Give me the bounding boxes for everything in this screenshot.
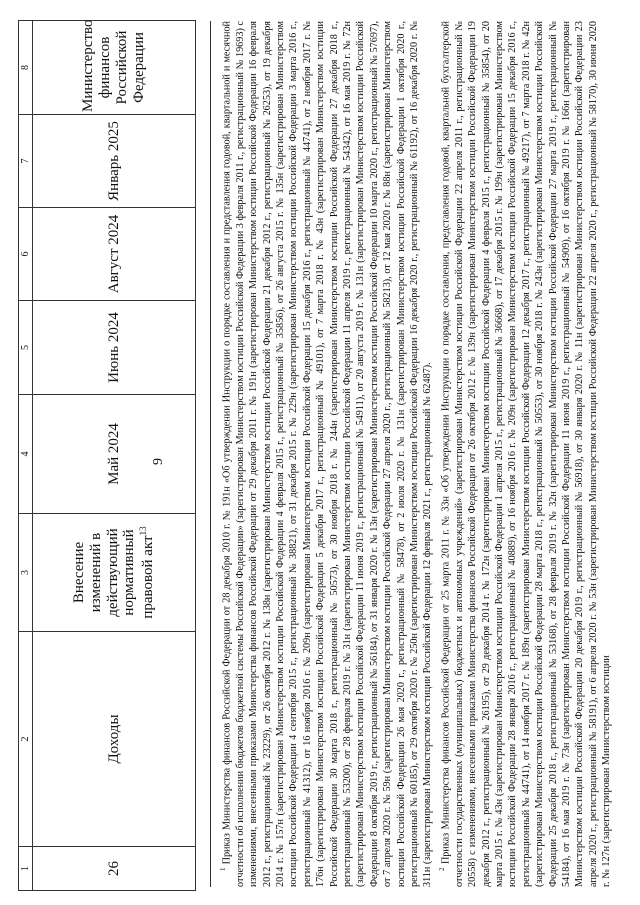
- row-name: Доходы: [33, 632, 196, 847]
- column-number: 7: [19, 115, 33, 208]
- column-number: 5: [19, 301, 33, 395]
- row-date-3: Август 2024: [33, 208, 196, 301]
- plan-table: [18, 20, 196, 891]
- page-number: 9: [151, 458, 166, 465]
- footnote-ref: 13: [138, 526, 149, 536]
- column-number: 1: [19, 847, 33, 891]
- column-number: 4: [19, 395, 33, 514]
- row-action: [33, 514, 196, 632]
- row-number: 26: [33, 847, 196, 891]
- footnote-2: [436, 21, 614, 887]
- footnote-text: Приказ Министерства финансов Российской Федерации от 28 декабря 2010 г. № 191н «Об утверждении Инструкции о порядке составления и представления годовой, квартальной и месячной отчетности об исполнении бюджетов бюджетной системы Российской Федерации» (зарегистрирован Министерством юстиции Российской Федерации 3 февраля 2011 г., регистрационный № 19693) с изменениями, внесенными приказами Министерства финансов Российской Федерации от 29 декабря 2011 г. № 191н (зарегистрирован Министерством юстиции Российской Федерации 16 февраля 2012 г., регистрационный № 23229), от 26 октября 2012 г. № 138н (зарегистрирован Министерством юстиции Российской Федерации 21 декабря 2012 г., регистрационный № 26253), от 19 декабря 2014 г. № 157н (зарегистрирован Министерством юстиции Российской Федерации 4 февраля 2015 г., регистрационный № 35856), от 26 августа 2015 г. № 135н (зарегистрирован Министерством юстиции Российской Федерации 4 сентября 2015 г., регистрационный № 38821), от 31 декабря 2015 г. № 229н (зарегистрирован Министерством юстиции Российской Федерации 3 марта 2016 г., регистрационный № 41312), от 16 ноября 2016 г. № 209н (зарегистрирован Министерством юстиции Российской Федерации 15 декабря 2016 г., регистрационный № 44741), от 2 ноября 2017 г. № 176н (зарегистрирован Министерством юстиции Российской Федерации 5 декабря 2017 г., регистрационный № 49101), от 7 марта 2018 г. № 43н (зарегистрирован Министерством юстиции Российской Федерации 30 марта 2018 г., регистрационный № 50573), от 30 ноября 2018 г. № 244н (зарегистрирован Министерством юстиции Российской Федерации 27 декабря 2018 г., регистрационный № 53200), от 28 февраля 2019 г. № 31н (зарегистрирован Министерством юстиции Российской Федерации 11 апреля 2019 г., регистрационный № 54342), от 16 мая 2019 г. № 72н (зарегистрирован Министерством юстиции Российской Федерации 11 июня 2019 г., регистрационный № 54911), от 20 августа 2019 г. № 131н (зарегистрирован Министерством юстиции Российской Федерации 8 октября 2019 г., регистрационный № 56184), от 31 января 2020 г. № 13н (зарегистрирован Министерством юстиции Российской Федерации 10 марта 2020 г., регистрационный № 57697), от 7 апреля 2020 г. № 59н (зарегистрирован Министерством юстиции Российской Федерации 27 апреля 2020 г., регистрационный № 58213), от 12 мая 2020 г. № 88н (зарегистрирован Министерством юстиции Российской Федерации 26 мая 2020 г., регистрационный № 58478), от 2 июля 2020 г. № 131н (зарегистрирован Министерством юстиции Российской Федерации 1 октября 2020 г., регистрационный № 60185), от 29 октября 2020 г. № 250н (зарегистрирован Министерством юстиции Российской Федерации 16 декабря 2020 г., регистрационный № 61192), от 16 декабря 2020 г. № 311н (зарегистрирован Министерством юстиции Российской Федерации 12 февраля 2021 г., регистрационный № 62487).: [221, 20, 434, 887]
- row-responsible: Министерство финансов Российской Федерации: [33, 21, 196, 115]
- footnotes: [210, 21, 614, 887]
- footnote-text: Приказ Министерства финансов Российской Федерации от 25 марта 2011 г. № 33н «Об утверждении Инструкции о порядке составления, представления годовой, квартальной бухгалтерской отчетности государственных (муниципальных) бюджетных и автономных учреждений» (зарегистрирован Министерством юстиции Российской Федерации 22 апреля 2011 г., регистрационный № 20558) с изменениями, внесенными приказами Министерства финансов Российской Федерации от 26 октября 2012 г. № 139н (зарегистрирован Министерством юстиции Российской Федерации 19 декабря 2012 г., регистрационный № 26195), от 29 декабря 2014 г. № 172н (зарегистрирован Министерством юстиции Российской Федерации 4 февраля 2015 г., регистрационный № 35854), от 20 марта 2015 г. № 43н (зарегистрирован Министерством юстиции Российской Федерации 1 апреля 2015 г., регистрационный № 36668), от 17 декабря 2015 г. № 199н (зарегистрирован Министерством юстиции Российской Федерации 28 января 2016 г., регистрационный № 40889), от 16 ноября 2016 г. № 209н (зарегистрирован Министерством юстиции Российской Федерации 15 декабря 2016 г., регистрационный № 44741), от 14 ноября 2017 г. № 189н (зарегистрирован Министерством юстиции Российской Федерации 12 декабря 2017 г., регистрационный № 49217), от 7 марта 2018 г. № 42н (зарегистрирован Министерством юстиции Российской Федерации 28 марта 2018 г., регистрационный № 50553), от 30 ноября 2018 г. № 243н (зарегистрирован Министерством юстиции Российской Федерации 25 декабря 2018 г., регистрационный № 53168), от 28 февраля 2019 г. № 32н (зарегистрирован Министерством юстиции Российской Федерации 27 марта 2019 г., регистрационный № 54184), от 16 мая 2019 г. № 73н (зарегистрирован Министерством юстиции Российской Федерации 11 июня 2019 г., регистрационный № 54909), от 16 октября 2019 г. № 166н (зарегистрирован Министерством юстиции Российской Федерации 20 декабря 2019 г., регистрационный № 56918), от 30 января 2020 г. № 11н (зарегистрирован Министерством юстиции Российской Федерации 23 апреля 2020 г., регистрационный № 58191), от 6 апреля 2020 г. № 53н (зарегистрирован Министерством юстиции Российской Федерации 22 апреля 2020 г., регистрационный № 58170), 30 июня 2020 г. № 127н (зарегистрирован Министерством юстиции: [440, 21, 613, 887]
- action-text: Внесение изменений в действующий нормативный правовой акт: [71, 528, 157, 619]
- row-date-4: Январь 2025: [33, 115, 196, 208]
- footnote-mark: 2: [437, 867, 446, 871]
- column-number: 6: [19, 208, 33, 301]
- footnote-1: [210, 21, 435, 887]
- column-number: 2: [19, 632, 33, 847]
- table-row: [33, 21, 196, 891]
- column-number-row: [19, 21, 33, 891]
- column-number: 8: [19, 21, 33, 115]
- row-date-1: Май 2024: [33, 395, 196, 514]
- column-number: 3: [19, 514, 33, 632]
- footnote-mark: 1: [219, 867, 227, 871]
- row-date-2: Июнь 2024: [33, 301, 196, 395]
